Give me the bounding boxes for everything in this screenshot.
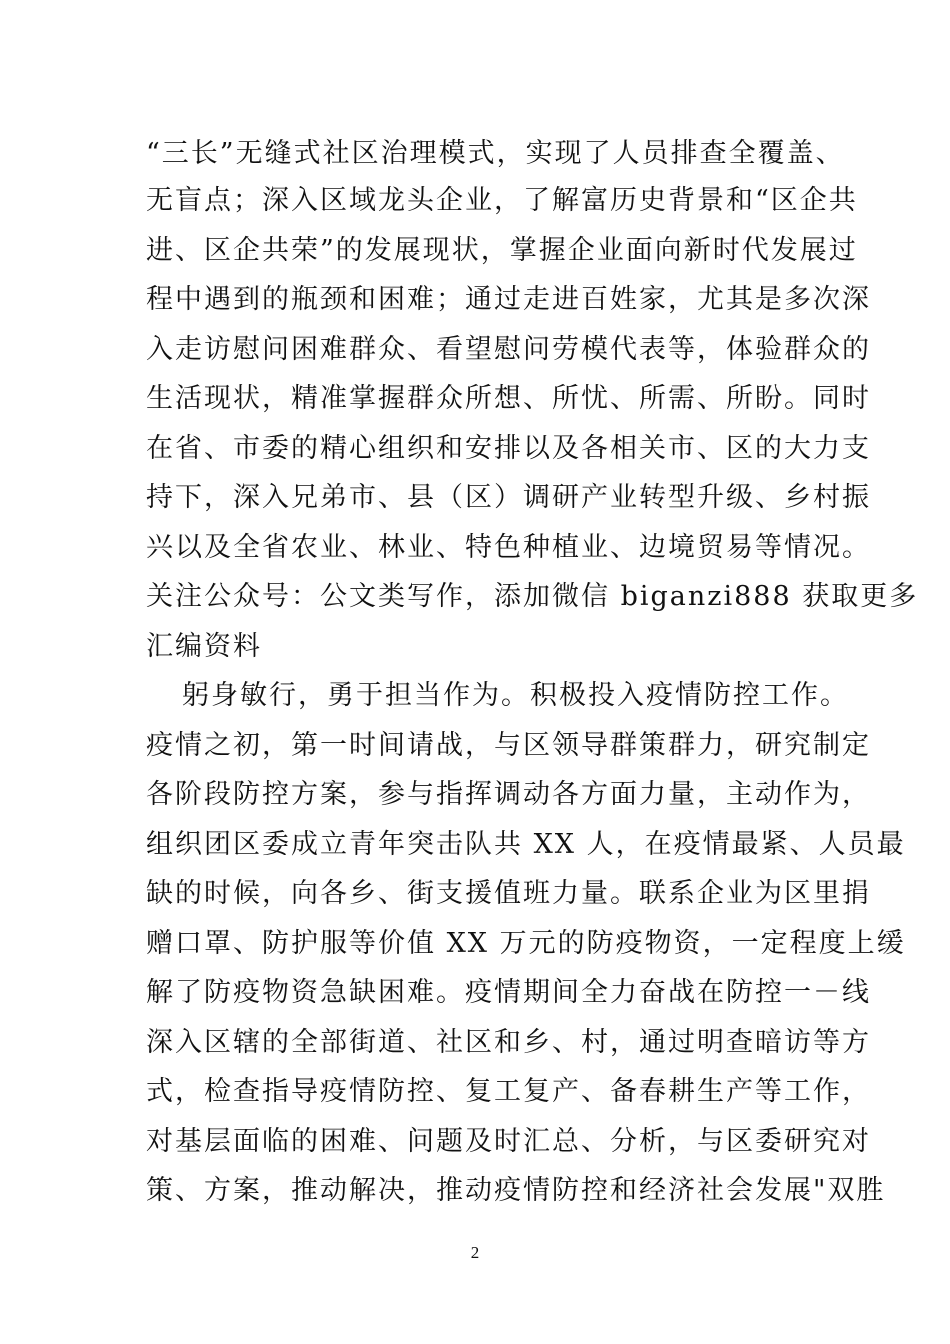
text-line: 深入区辖的全部街道、社区和乡、村，通过明查暗访等方 [146,1027,871,1058]
text-line: “三长”无缝式社区治理模式，实现了人员排查全覆盖、 [146,138,845,169]
text-line: 在省、市委的精心组织和安排以及各相关市、区的大力支 [146,433,871,464]
text-line: 关注公众号：公文类写作，添加微信 biganzi888 获取更多 [146,581,919,612]
text-line: 各阶段防控方案，参与指挥调动各方面力量，主动作为， [146,779,871,810]
text-line: 赠口罩、防护服等价值 XX 万元的防疫物资，一定程度上缓 [146,928,906,959]
paragraph-first-line: 躬身敏行，勇于担当作为。积极投入疫情防控工作。 [182,680,849,711]
text-line: 策、方案，推动解决，推动疫情防控和经济社会发展"双胜 [146,1175,886,1206]
page-number: 2 [470,1243,480,1262]
text-line: 对基层面临的困难、问题及时汇总、分析，与区委研究对 [146,1126,871,1157]
text-line: 组织团区委成立青年突击队共 XX 人，在疫情最紧、人员最 [146,829,906,860]
text-line: 程中遇到的瓶颈和困难；通过走进百姓家，尤其是多次深 [146,284,871,315]
text-line: 生活现状，精准掌握群众所想、所忧、所需、所盼。同时 [146,383,871,414]
text-line: 持下，深入兄弟市、县（区）调研产业转型升级、乡村振 [146,482,871,513]
text-line: 兴以及全省农业、林业、特色种植业、边境贸易等情况。 [146,532,871,563]
text-line: 汇编资料 [146,631,262,662]
text-line: 无盲点；深入区域龙头企业，了解富历史背景和“区企共 [146,185,858,216]
text-line: 缺的时候，向各乡、街支援值班力量。联系企业为区里捐 [146,878,871,909]
text-line: 解了防疫物资急缺困难。疫情期间全力奋战在防控一－线 [146,977,871,1008]
text-line: 式，检查指导疫情防控、复工复产、备春耕生产等工作， [146,1076,871,1107]
text-line: 疫情之初，第一时间请战，与区领导群策群力，研究制定 [146,730,871,761]
text-line: 进、区企共荣”的发展现状，掌握企业面向新时代发展过 [146,235,858,266]
text-line: 入走访慰问困难群众、看望慰问劳模代表等，体验群众的 [146,334,871,365]
